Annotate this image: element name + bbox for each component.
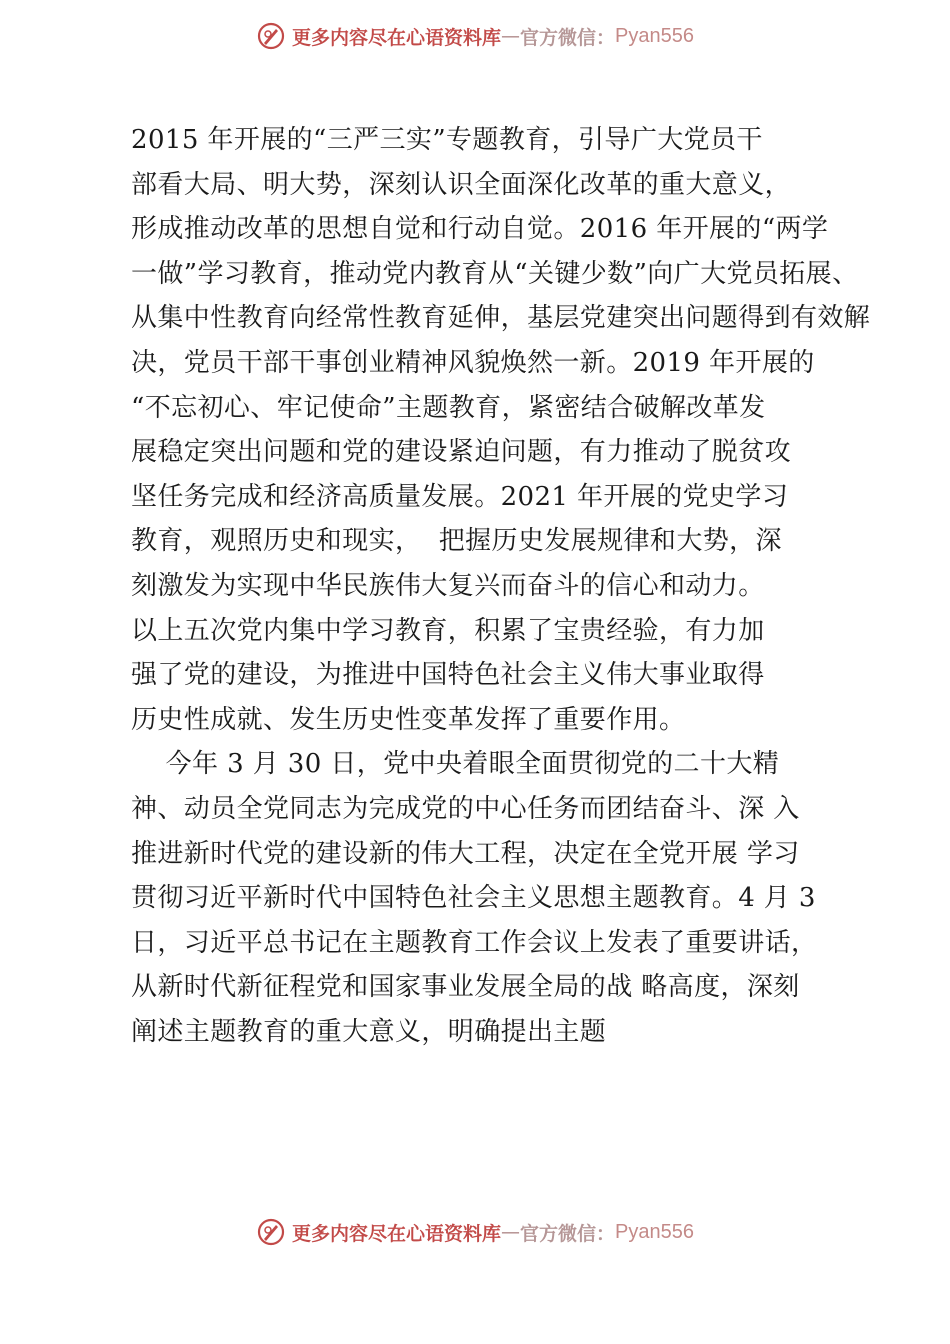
banner-wechat-label: 官方微信： [520, 26, 616, 49]
header-banner [0, 16, 950, 56]
body-line: 阐述主题教育的重大意义，明确提出主题 [131, 1016, 607, 1047]
body-line: 今年 3 月 30 日，党中央着眼全面贯彻党的二十大精 [131, 749, 780, 780]
banner-wechat-id: Pyan556 [615, 1220, 694, 1243]
footer-banner [0, 1212, 950, 1252]
body-line: “不忘初心、牢记使命”主题教育，紧密结合破解改革发 [131, 392, 766, 423]
document-body [131, 118, 871, 1054]
body-line: 历史性成就、发生历史性变革发挥了重要作用。 [131, 704, 686, 735]
body-line: 从集中性教育向经常性教育延伸，基层党建突出问题得到有效解 [131, 303, 871, 334]
body-line: 推进新时代党的建设新的伟大工程，决定在全党开展 学习 [131, 838, 800, 869]
body-line: 强了党的建设，为推进中国特色社会主义伟大事业取得 [131, 660, 765, 691]
banner-dash: — [501, 25, 521, 47]
body-line: 部看大局、明大势，深刻认识全面深化改革的重大意义， [131, 169, 792, 200]
body-line: 形成推动改革的思想自觉和行动自觉。2016 年开展的“两学 [131, 214, 829, 245]
body-line: 刻激发为实现中华民族伟大复兴而奋斗的信心和动力。 [131, 570, 765, 601]
body-line: 以上五次党内集中学习教育，积累了宝贵经验，有力加 [131, 615, 765, 646]
banner-wechat-id: Pyan556 [615, 24, 694, 47]
banner-dash: — [501, 1221, 521, 1243]
body-line: 从新时代新征程党和国家事业发展全局的战 略高度，深刻 [131, 972, 800, 1003]
body-line: 2015 年开展的“三严三实”专题教育，引导广大党员干 [131, 125, 763, 155]
quill-seal-icon [256, 1217, 286, 1247]
body-line: 日，习近平总书记在主题教育工作会议上发表了重要讲话， [131, 927, 818, 958]
banner-title: 更多内容尽在心语资料库 [292, 1222, 502, 1245]
banner-title: 更多内容尽在心语资料库 [292, 26, 502, 49]
body-line: 展稳定突出问题和党的建设紧迫问题，有力推动了脱贫攻 [131, 437, 792, 468]
body-line: 坚任务完成和经济高质量发展。2021 年开展的党史学习 [131, 481, 789, 512]
body-line: 决，党员干部干事创业精神风貌焕然一新。2019 年开展的 [131, 347, 815, 378]
banner-wechat-label: 官方微信： [520, 1222, 616, 1245]
body-line: 教育，观照历史和现实， 把握历史发展规律和大势，深 [131, 526, 782, 557]
quill-seal-icon [256, 21, 286, 51]
body-line: 神、动员全党同志为完成党的中心任务而团结奋斗、深 入 [131, 793, 800, 824]
body-line: 贯彻习近平新时代中国特色社会主义思想主题教育。4 月 3 [131, 883, 816, 914]
body-line: 一做”学习教育，推动党内教育从“关键少数”向广大党员拓展、 [131, 258, 859, 289]
